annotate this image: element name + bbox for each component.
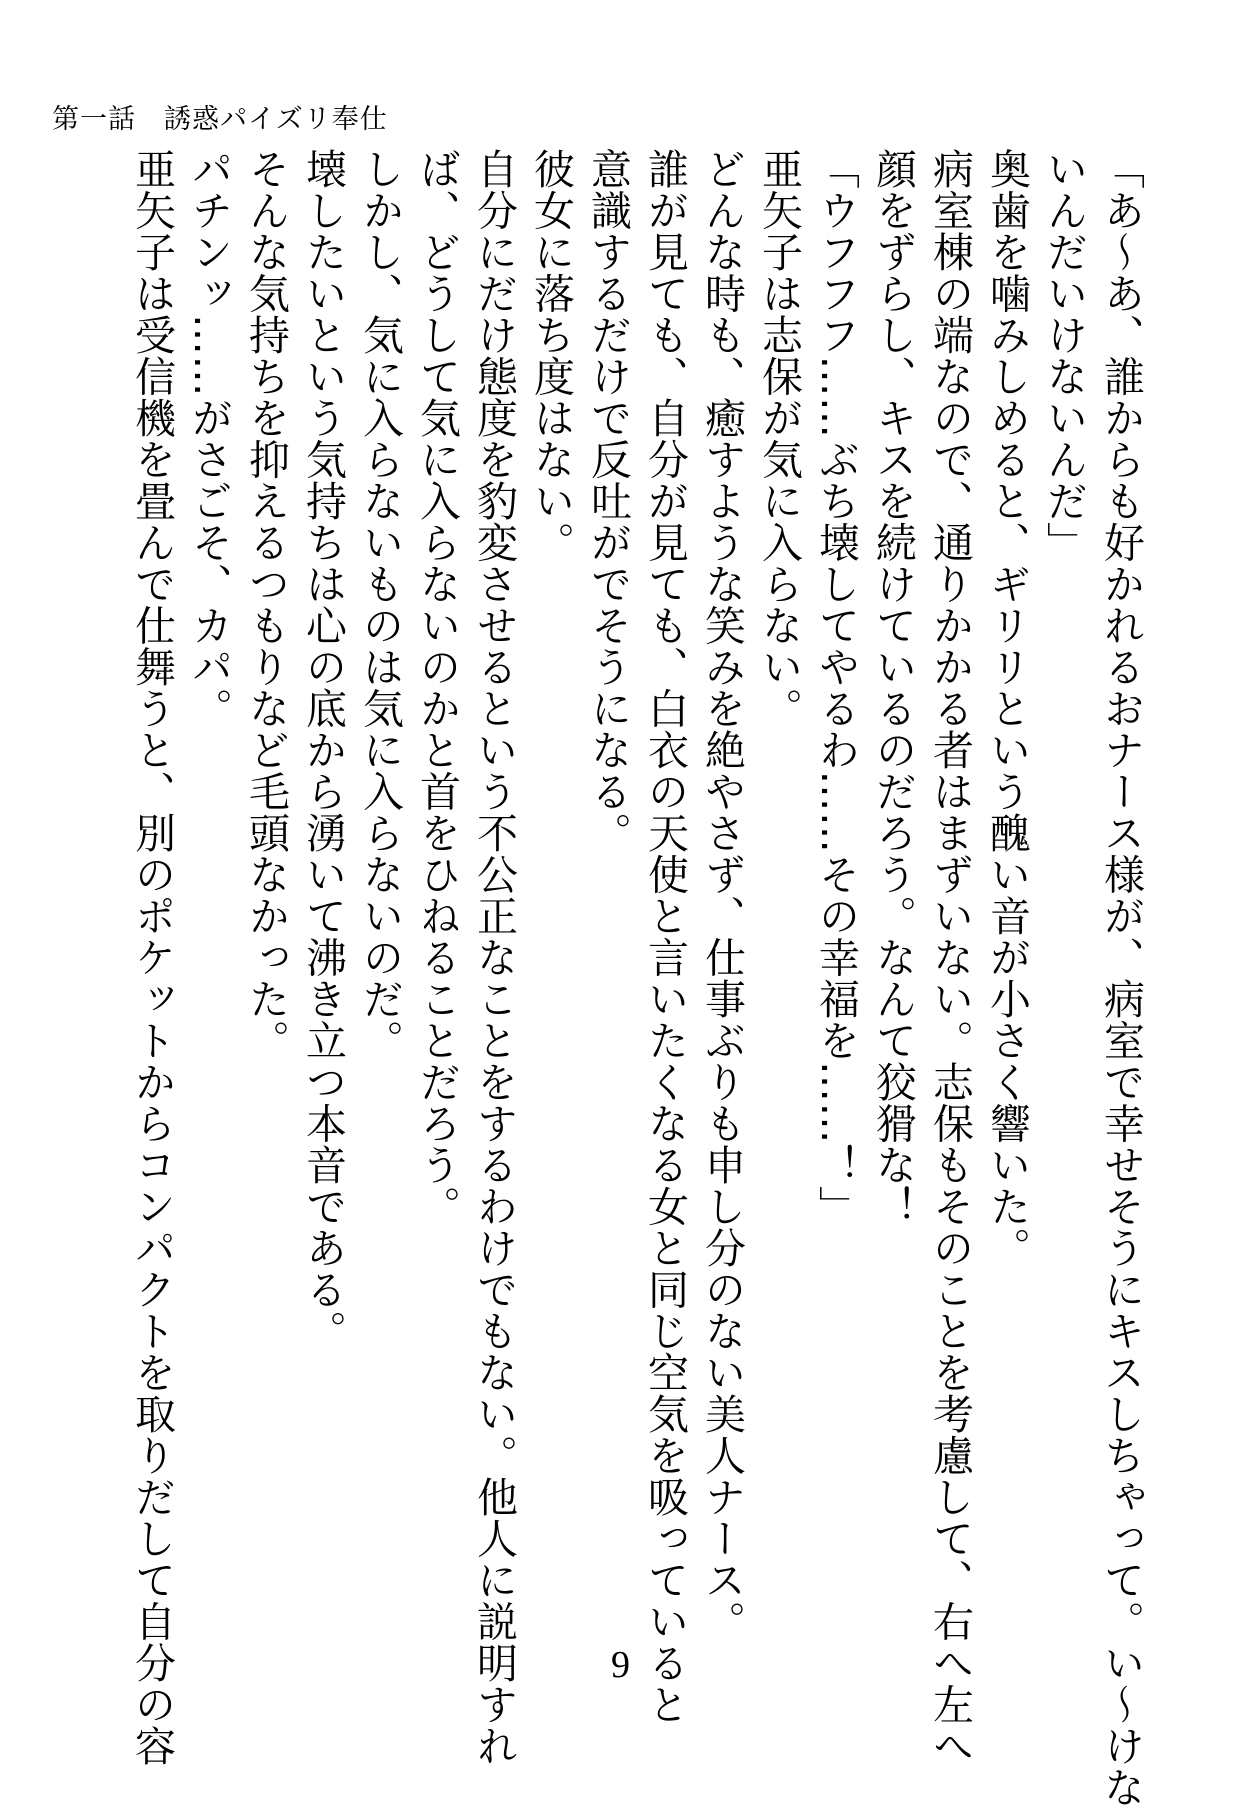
text-line: 亜矢子は受信機を畳んで仕舞うと、別のポケットからコンパクトを取りだして自分の容 — [128, 148, 176, 1767]
text-line: 奥歯を噛みしめると、ギリリという醜い音が小さく響いた。 — [983, 148, 1031, 1269]
text-line: しかし、気に入らないものは気に入らないのだ。 — [356, 148, 404, 1061]
text-line: 病室棟の端なので、通りかかる者はまずいない。志保もそのことを考慮して、右へ左へ — [926, 148, 974, 1767]
text-line: どんな時も、癒すような笑みを絶やさず、仕事ぶりも申し分のない美人ナース。 — [698, 148, 746, 1642]
text-line: 「ウフフフ……ぶち壊してやるわ……その幸福を……！」 — [812, 148, 860, 1227]
text-line: 彼女に落ち度はない。 — [527, 148, 575, 563]
page-number: 9 — [611, 1644, 630, 1686]
text-line: そんな気持ちを抑えるつもりなど毛頭なかった。 — [242, 148, 290, 1061]
text-line: 誰が見ても、自分が見ても、白衣の天使と言いたくなる女と同じ空気を吸っていると — [641, 148, 689, 1725]
text-line: 「あ～あ、誰からも好かれるおナース様が、病室で幸せそうにキスしちゃって。い～けな — [1097, 148, 1145, 1808]
text-line: パチンッ……がさごそ、カパ。 — [185, 148, 233, 729]
text-line: いんだいけないんだ」 — [1040, 148, 1088, 563]
text-line: 意識するだけで反吐がでそうになる。 — [584, 148, 632, 854]
text-line: 自分にだけ態度を豹変させるという不公正なことをするわけでもない。他人に説明すれ — [470, 148, 518, 1767]
body-text — [123, 148, 1149, 1808]
chapter-title: 第一話 誘惑パイズリ奉仕 — [52, 104, 388, 135]
text-line: ば、どうして気に入らないのかと首をひねることだろう。 — [413, 148, 461, 1227]
text-line: 顔をずらし、キスを続けているのだろう。なんて狡猾な！ — [869, 148, 917, 1227]
text-line: 亜矢子は志保が気に入らない。 — [755, 148, 803, 729]
text-line: 壊したいという気持ちは心の底から湧いて沸き立つ本音である。 — [299, 148, 347, 1352]
